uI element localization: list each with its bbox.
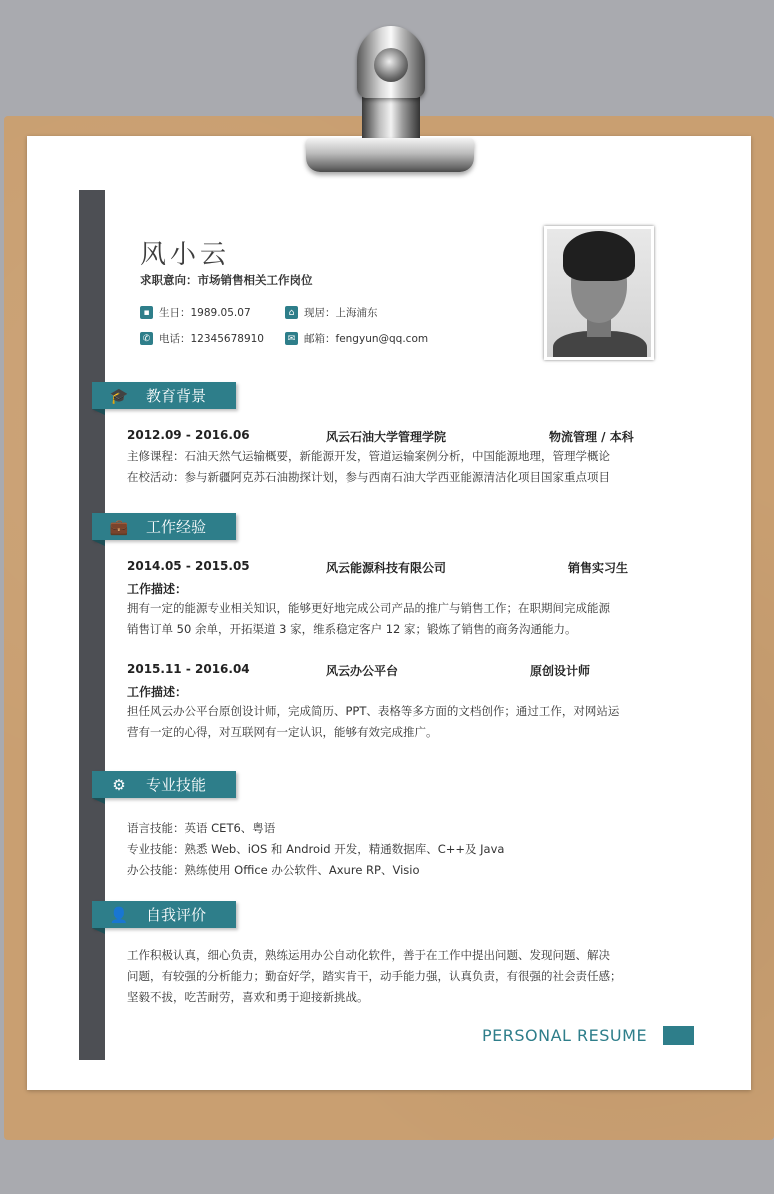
footer-title: PERSONAL RESUME: [482, 1026, 648, 1045]
skills-language: 语言技能：英语 CET6、粤语: [127, 821, 276, 835]
birth-text: 生日：1989.05.07: [159, 307, 251, 319]
work-1-desc-line1: 拥有一定的能源专业相关知识，能够更好地完成公司产品的推广与销售工作；在职期间完成能源: [127, 601, 610, 615]
info-email: [285, 331, 428, 346]
work-2-desc-line2: 营有一定的心得，对互联网有一定认识，能够有效完成推广。: [127, 725, 438, 739]
section-work-title: 工作经验: [146, 518, 207, 536]
info-birth: [140, 305, 251, 320]
work-2-desc-line1: 担任风云办公平台原创设计师，完成简历、PPT、表格等多方面的文档创作；通过工作，对网站运: [127, 704, 620, 718]
self-line2: 问题，有较强的分析能力；勤奋好学，踏实肯干，动手能力强，认真负责，有很强的社会责任感；: [127, 969, 622, 983]
email-text: 邮箱：fengyun@qq.com: [304, 333, 429, 345]
work-1-role: 销售实习生: [568, 561, 629, 575]
self-line3: 坚毅不拔，吃苦耐劳，喜欢和勇于迎接新挑战。: [127, 990, 369, 1004]
work-2-company: 风云办公平台: [326, 664, 399, 678]
briefcase-icon: 💼: [109, 517, 129, 536]
section-education-title: 教育背景: [146, 387, 207, 405]
person-icon: 👤: [109, 905, 129, 924]
education-courses: 主修课程：石油天然气运输概要，新能源开发，管道运输案例分析，中国能源地理，管理学概论: [127, 449, 610, 463]
section-self: [92, 901, 236, 928]
phone-text: 电话：12345678910: [159, 333, 264, 345]
work-2-desc-label: 工作描述：: [127, 685, 188, 699]
graduation-cap-icon: 🎓: [109, 386, 129, 405]
address-text: 现居：上海浦东: [304, 307, 378, 319]
home-icon: ⌂: [285, 306, 298, 319]
mail-icon: ✉: [285, 332, 298, 345]
phone-icon: ✆: [140, 332, 153, 345]
work-1-period: 2014.05 - 2015.05: [127, 559, 250, 573]
work-1-desc-line2: 销售订单 50 余单，开拓渠道 3 家，维系稳定客户 12 家；锻炼了销售的商务沟通能力。: [127, 622, 577, 636]
footer-accent-box: [663, 1026, 694, 1045]
job-intent: 求职意向：市场销售相关工作岗位: [140, 273, 313, 287]
clip-base: [306, 138, 474, 172]
section-skills: [92, 771, 236, 798]
work-1-desc-label: 工作描述：: [127, 582, 188, 596]
work-2-period: 2015.11 - 2016.04: [127, 662, 250, 676]
skills-office: 办公技能：熟练使用 Office 办公软件、Axure RP、Visio: [127, 863, 420, 877]
section-work: [92, 513, 236, 540]
candidate-name: 风小云: [140, 240, 231, 270]
info-address: [285, 305, 378, 320]
calendar-icon: ▪: [140, 306, 153, 319]
education-activities: 在校活动：参与新疆阿克苏石油勘探计划，参与西南石油大学西亚能源清洁化项目国家重点项目: [127, 470, 610, 484]
education-school: 风云石油大学管理学院: [326, 430, 447, 444]
profile-photo: [544, 226, 654, 360]
gear-icon: ⚙: [112, 775, 126, 794]
section-education: [92, 382, 236, 409]
section-skills-title: 专业技能: [146, 776, 207, 794]
skills-professional: 专业技能：熟悉 Web、iOS 和 Android 开发，精通数据库、C++及 Java: [127, 842, 505, 856]
work-1-company: 风云能源科技有限公司: [326, 561, 447, 575]
education-major: 物流管理 / 本科: [549, 430, 634, 444]
self-line1: 工作积极认真，细心负责，熟练运用办公自动化软件，善于在工作中提出问题、发现问题、解决: [127, 948, 610, 962]
work-2-role: 原创设计师: [530, 664, 591, 678]
section-self-title: 自我评价: [146, 906, 207, 924]
education-period: 2012.09 - 2016.06: [127, 428, 250, 442]
clip-neck: [362, 92, 420, 142]
info-phone: [140, 331, 264, 346]
clip-hole: [374, 48, 408, 82]
